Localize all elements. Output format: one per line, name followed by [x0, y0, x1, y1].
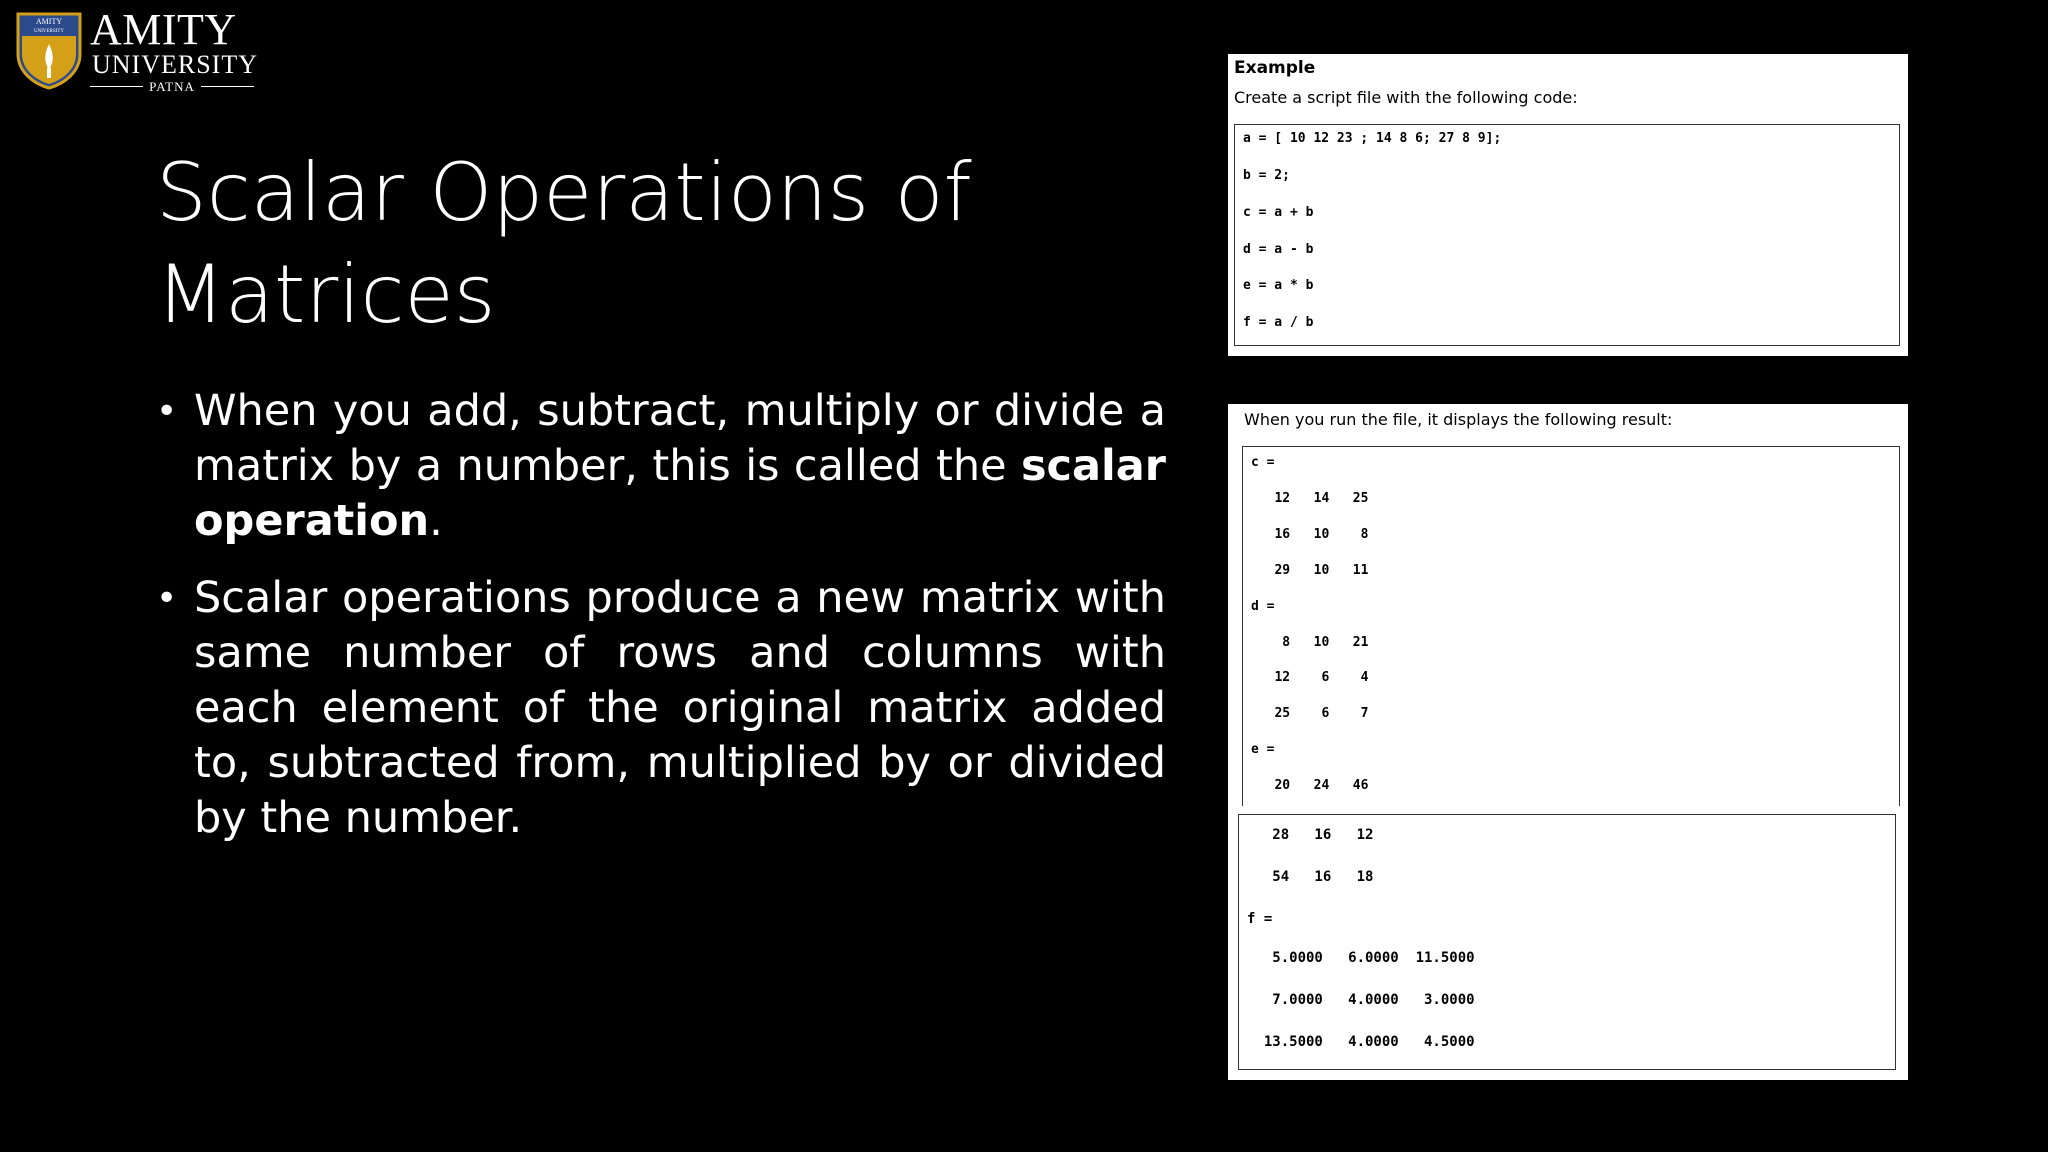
example-heading: Example	[1234, 58, 1316, 78]
code-line: f = a / b	[1243, 315, 1314, 330]
slide-title	[156, 142, 1156, 346]
slide-title-line1: Scalar Operations of	[156, 146, 972, 239]
output-line: 25 6 7	[1251, 706, 1369, 721]
logo-campus-row	[90, 80, 254, 93]
result-panel-top	[1228, 404, 1908, 808]
logo-name-line2: UNIVERSITY	[92, 50, 258, 79]
output-line: d =	[1251, 599, 1275, 614]
result-output-box-bottom	[1238, 814, 1896, 1070]
output-line: 8 10 21	[1251, 635, 1369, 650]
logo-divider-right	[201, 86, 254, 87]
code-line: d = a - b	[1243, 242, 1314, 257]
bullet-item-1	[156, 384, 1166, 549]
output-line: 12 14 25	[1251, 491, 1369, 506]
code-line: b = 2;	[1243, 168, 1290, 183]
code-line: c = a + b	[1243, 205, 1314, 220]
example-code-box	[1234, 124, 1900, 346]
example-subtitle: Create a script file with the following code:	[1234, 88, 1578, 107]
code-line: a = [ 10 12 23 ; 14 8 6; 27 8 9];	[1243, 131, 1502, 146]
bullet-dot: •	[156, 578, 178, 619]
slide-title-line2: Matrices	[156, 248, 496, 341]
output-line: 54 16 18	[1247, 869, 1374, 885]
logo-divider-left	[90, 86, 143, 87]
logo-wordmark	[90, 5, 266, 94]
svg-text:UNIVERSITY: UNIVERSITY	[34, 29, 64, 34]
bullet1-bold-term: scalar operation	[194, 441, 1166, 546]
bullet1-text-before: When you add, subtract, multiply or divide a matrix by a number, this is called the	[194, 386, 1166, 491]
svg-text:AMITY: AMITY	[35, 17, 63, 26]
output-line: 29 10 11	[1251, 563, 1369, 578]
example-panel	[1228, 54, 1908, 356]
output-line: 13.5000 4.0000 4.5000	[1247, 1034, 1475, 1050]
code-line: e = a * b	[1243, 278, 1314, 293]
shield-icon	[14, 10, 84, 90]
output-line: 7.0000 4.0000 3.0000	[1247, 992, 1475, 1008]
output-line: 12 6 4	[1251, 670, 1369, 685]
output-line: 16 10 8	[1251, 527, 1369, 542]
logo-name-line1: AMITY	[90, 5, 237, 54]
output-line: 20 24 46	[1251, 778, 1369, 793]
output-line: 5.0000 6.0000 11.5000	[1247, 950, 1475, 966]
output-line: e =	[1251, 742, 1275, 757]
bullet-list	[156, 384, 1166, 868]
bullet1-text-after: .	[429, 496, 443, 546]
bullet-item-2	[156, 571, 1166, 846]
result-panel-bottom	[1228, 806, 1908, 1080]
bullet2-text: Scalar operations produce a new matrix with same number of rows and columns with each element of the original matrix added to, subtracted from, multiplied by or divided by the number.	[194, 573, 1166, 843]
result-output-box-top	[1242, 446, 1900, 808]
output-line: f =	[1247, 911, 1273, 927]
output-line: c =	[1251, 455, 1275, 470]
output-line: 28 16 12	[1247, 827, 1374, 843]
logo-campus: PATNA	[149, 79, 195, 94]
result-heading: When you run the file, it displays the following result:	[1244, 410, 1673, 429]
bullet-dot: •	[156, 391, 178, 432]
amity-logo	[14, 5, 264, 94]
